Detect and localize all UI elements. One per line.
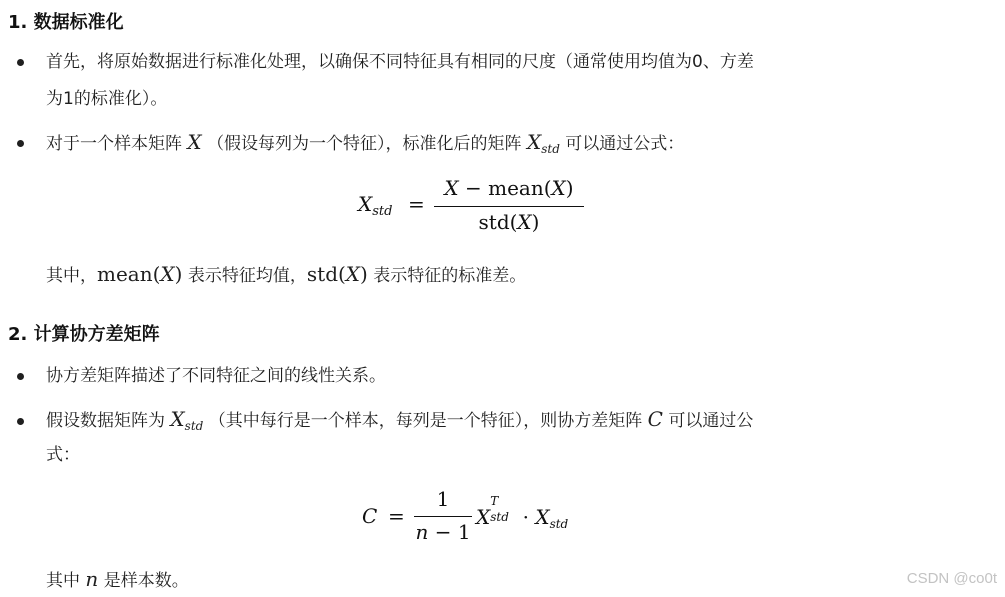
text-fragment: 对于一个样本矩阵 — [46, 134, 182, 154]
paragraph-line — [46, 262, 526, 288]
section-heading-standardization: 1. 数据标准化 — [8, 12, 124, 33]
math-subscript: std — [184, 419, 204, 433]
math-mean-expression: mean(X) — [97, 262, 183, 286]
bullet-dot — [17, 373, 24, 380]
text-fragment: 表示特征的标准差。 — [373, 266, 527, 286]
math-superscript: T — [490, 494, 499, 508]
math-variable-x: X — [535, 505, 550, 529]
paragraph-line — [46, 567, 189, 593]
text-fragment: 是样本数。 — [103, 571, 189, 591]
paragraph-line: 协方差矩阵描述了不同特征之间的线性关系。 — [46, 366, 386, 386]
math-variable-x: X — [526, 130, 542, 154]
paragraph-line — [46, 130, 684, 157]
formula-denominator: n − 1 — [415, 520, 471, 544]
formula-equals: = — [388, 504, 405, 528]
bullet-dot — [17, 59, 24, 66]
formula-numerator: 1 — [436, 487, 450, 511]
text-fragment: 表示特征均值， — [187, 266, 307, 286]
math-variable-x: X — [187, 130, 202, 154]
math-subscript: std — [372, 204, 393, 219]
math-std-expression: std(X) — [306, 262, 368, 286]
math-dot-operator: · — [522, 505, 529, 529]
formula-product — [476, 494, 569, 531]
formula-lhs — [358, 192, 393, 219]
text-fragment: （其中每行是一个样本，每列是一个特征），则协方差矩阵 — [208, 411, 643, 431]
math-variable-x: X — [358, 192, 373, 216]
formula-numerator: X − mean(X) — [444, 176, 574, 200]
paragraph-line: 为1的标准化）。 — [46, 89, 168, 109]
math-variable-c: C — [647, 407, 663, 431]
paragraph-line — [46, 407, 753, 434]
paragraph-line: 首先，将原始数据进行标准化处理，以确保不同特征具有相同的尺度（通常使用均值为0、方差 — [46, 52, 754, 72]
section-heading-covariance: 2. 计算协方差矩阵 — [8, 324, 160, 345]
formula-lhs: C — [362, 504, 378, 528]
math-subscript: std — [549, 517, 569, 531]
math-variable-n: n — [85, 567, 99, 591]
math-variable-x: X — [476, 505, 491, 529]
math-subscript: std — [490, 510, 509, 524]
math-subscript: std — [541, 142, 560, 156]
fraction-bar — [414, 516, 472, 517]
text-fragment: （假设每列为一个特征），标准化后的矩阵 — [207, 134, 522, 154]
text-fragment: 其中 — [46, 571, 80, 591]
text-fragment: 其中， — [46, 266, 97, 286]
math-variable-x: X — [170, 407, 185, 431]
formula-equals: = — [408, 192, 425, 216]
text-fragment: 可以通过公 — [668, 411, 754, 431]
bullet-dot — [17, 418, 24, 425]
text-fragment: 可以通过公式： — [565, 134, 685, 154]
text-fragment: 假设数据矩阵为 — [46, 411, 165, 431]
watermark: CSDN @co0t — [906, 570, 997, 587]
fraction-bar — [434, 206, 584, 207]
formula-denominator: std(X) — [478, 210, 540, 234]
paragraph-line: 式： — [46, 445, 80, 465]
bullet-dot — [17, 140, 24, 147]
